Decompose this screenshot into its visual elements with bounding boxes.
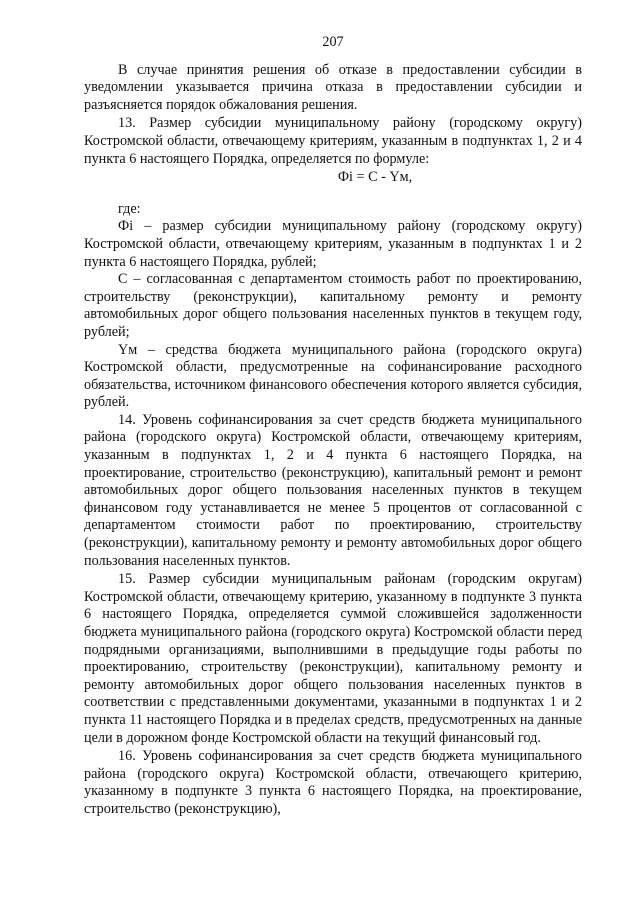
paragraph-refusal-notice: В случае принятия решения об отказе в предоставлении субсидии в уведомлении указывается причина отказа в предоставлении субсидии и разъясняется порядок обжалования решения. [84,61,582,113]
document-page [84,34,582,820]
paragraph-13: 13. Размер субсидии муниципальному району (городскому округу) Костромской области, отвечающему критериям, указанным в подпунктах 1, 2 и 4 пункта 6 настоящего Порядка, определяется по формуле: [84,115,582,167]
formula: Фi = С - Yм, [337,169,413,186]
paragraph-16: 16. Уровень софинансирования за счет средств бюджета муниципального района (городского округа) Костромской области, отвечающего критерию, указанному в подпункте 3 пункта 6 настоящего Порядка, на проектирование, строительство (реконструкцию), [84,748,582,817]
paragraph-14: 14. Уровень софинансирования за счет средств бюджета муниципального района (городского округа) Костромской области, отвечающему критериям, указанным в подпунктах 1, 2 и 4 пункта 6 настоящего Порядка, на проектирование, строительство (реконструкцию), капитальный ремонт и ремонт автомобильных дорог общего пользования населенных пунктов в текущем финансовом году устанавливается не менее 5 процентов от согласованной с департаментом стоимости работ по проектированию, строительству (реконструкции), капитальному ремонту и ремонту автомобильных дорог общего пользования населенных пунктов. [84,411,582,569]
definition-ym: Yм – средства бюджета муниципального района (городского округа) Костромской области, предусмотренные на софинансирование расходного обязательства, источником финансового обеспечения которого является субсидия, рублей. [84,341,582,411]
paragraph-15: 15. Размер субсидии муниципальным районам (городским округам) Костромской области, отвечающему критерию, указанному в подпункте 3 пункта 6 настоящего Порядка, определяется суммой сложившейся задолженности бюджета муниципального района (городского округа) Костромской области перед подрядными организациями, выполнившими в предыдущие годы работы по проектированию, строительству (реконструкции), капитальному ремонту и ремонту автомобильных дорог общего пользования населенных пунктов в соответствии с представленными документами, указанными в подпунктах 1 и 2 пункта 11 настоящего Порядка и в пределах средств, предусмотренных на данные цели в дорожном фонде Костромской области на текущий финансовый год. [84,571,582,746]
definition-fi: Фi – размер субсидии муниципальному району (городскому округу) Костромской области, отвечающему критериям, указанным в подпунктах 1 и 2 пункта 6 настоящего Порядка, рублей; [84,218,582,270]
definition-c: С – согласованная с департаментом стоимость работ по проектированию, строительству (реконструкции), капитальному ремонту и ремонту автомобильных дорог общего пользования населенных пунктов в текущем году, рублей; [84,271,582,340]
page-number: 207 [322,34,344,50]
where-label: где: [118,200,141,217]
